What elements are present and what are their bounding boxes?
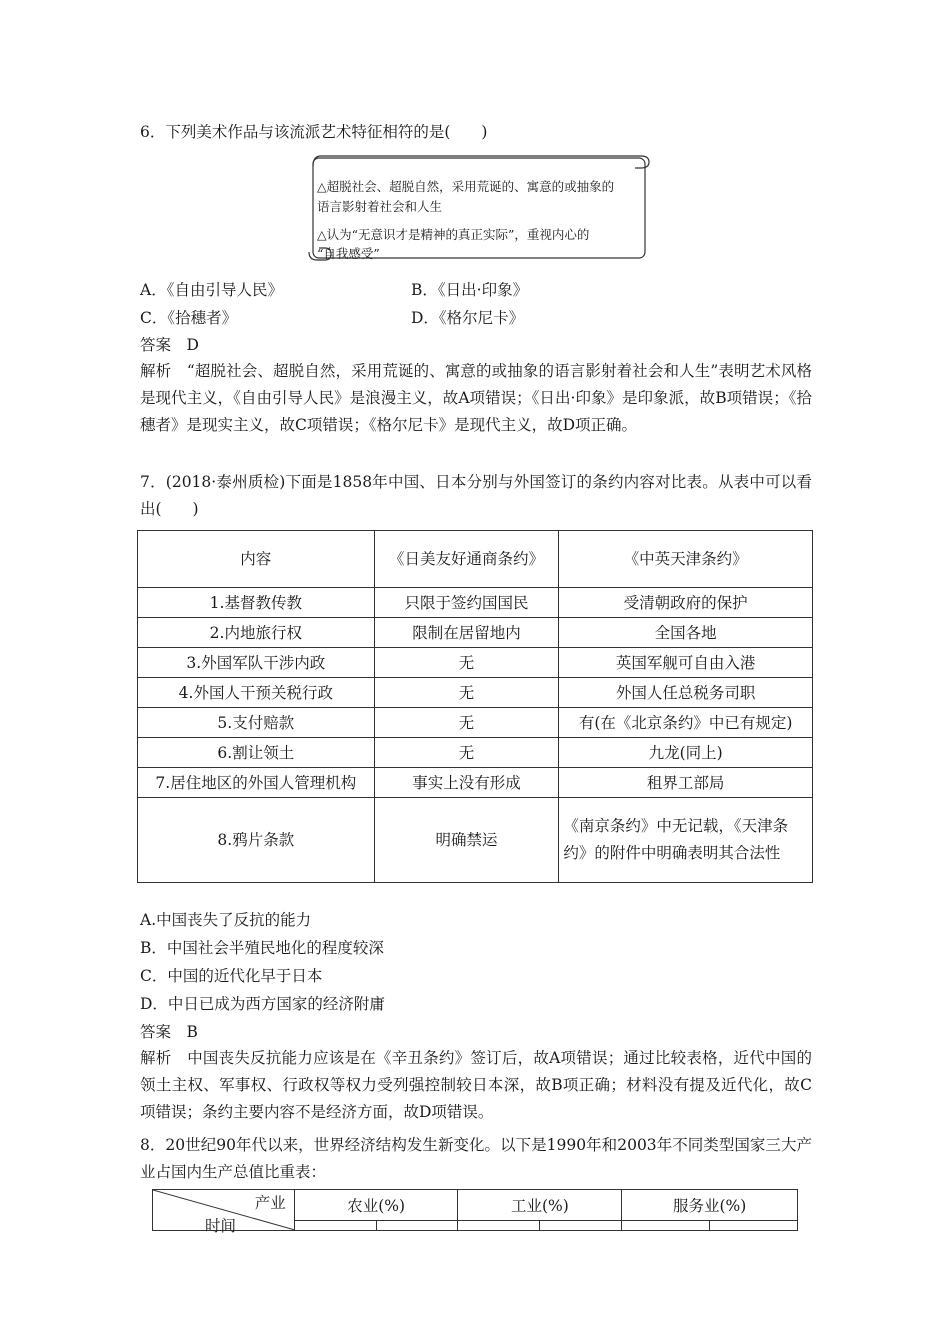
q6-box-line-1: △超脱社会、超脱自然，采用荒诞的、寓意的或抽象的 [317,179,615,194]
table-cell: 九龙(同上) [559,738,813,768]
table-cell: 7.居住地区的外国人管理机构 [138,768,375,798]
table-row [138,618,813,648]
q6-box-line-3: △认为“无意识才是精神的真正实际”，重视内心的 [317,227,590,242]
table-cell [710,1221,798,1231]
table-row [138,738,813,768]
q6-box-line-2: 语言影射着社会和人生 [317,199,443,214]
table-cell: 无 [374,738,559,768]
table-cell: 4.外国人干预关税行政 [138,678,375,708]
table-header-cell: 服务业(%) [622,1190,798,1221]
q6-option-c: C．《拾穗者》 [140,309,238,327]
table-cell: 事实上没有形成 [374,768,559,798]
table-cell: 8.鸦片条款 [138,798,375,883]
table-row [138,798,813,883]
q7-option-d: D．中日已成为西方国家的经济附庸 [140,995,385,1013]
q6-option-b: B．《日出·印象》 [411,281,529,299]
table-cell: 无 [374,678,559,708]
table-cell: 1.基督教传教 [138,588,375,618]
table-cell: 英国军舰可自由入港 [559,648,813,678]
table-cell: 无 [374,708,559,738]
table-cell [376,1221,458,1231]
table-cell: 受清朝政府的保护 [559,588,813,618]
q7-option-c: C．中国的近代化早于日本 [140,967,323,985]
table-cell: 明确禁运 [374,798,559,883]
table-row [138,648,813,678]
table-header-row [138,531,813,588]
table-cell: 2.内地旅行权 [138,618,375,648]
q8-industry-table [152,1189,798,1235]
table-header-cell: 农业(%) [294,1190,458,1221]
q6-option-a: A．《自由引导人民》 [140,281,283,299]
table-cell [622,1221,710,1231]
q7-stem: 7．(2018·泰州质检)下面是1858年中国、日本分别与外国签订的条约内容对比表。从表中可以看出( ) [140,473,812,518]
table-cell [294,1221,376,1231]
q6-answer: 答案 D [140,336,199,354]
table-row [138,768,813,798]
table-header-cell: 《日美友好通商条约》 [374,531,559,588]
table-cell: 5.支付赔款 [138,708,375,738]
table-cell: 3.外国军队干涉内政 [138,648,375,678]
table-row [138,588,813,618]
table-header-cell: 内容 [138,531,375,588]
table-cell: 有(在《北京条约》中已有规定) [559,708,813,738]
table-cell: 外国人任总税务司职 [559,678,813,708]
table-cell: 无 [374,648,559,678]
corner-label-time: 时间 [205,1217,237,1235]
table-corner-cell [153,1190,295,1235]
q7-answer: 答案 B [140,1023,198,1041]
q6-analysis: 解析 “超脱社会、超脱自然，采用荒诞的、寓意的或抽象的语言影射着社会和人生”表明艺术风格是现代主义，《自由引导人民》是浪漫主义，故A项错误；《日出·印象》是印象派，故B项错误；《拾穗者》是现实主义，故C项错误；《格尔尼卡》是现代主义，故D项正确。 [140,362,812,434]
q7-option-b: B．中国社会半殖民地化的程度较深 [140,939,384,957]
q7-option-a: A.中国丧失了反抗的能力 [140,911,312,929]
table-header-cell: 《中英天津条约》 [559,531,813,588]
table-cell: 只限于签约国国民 [374,588,559,618]
corner-label-industry: 产业 [254,1194,286,1212]
table-cell: 租界工部局 [559,768,813,798]
table-row [138,708,813,738]
table-cell [458,1221,540,1231]
table-cell: 6.割让领土 [138,738,375,768]
q6-stem: 6．下列美术作品与该流派艺术特征相符的是( ) [140,123,488,141]
table-header-cell: 工业(%) [458,1190,622,1221]
q7-analysis: 解析 中国丧失反抗能力应该是在《辛丑条约》签订后，故A项错误；通过比较表格，近代中国的领土主权、军事权、行政权等权力受列强控制较日本深，故B项正确；材料没有提及近代化，故C项错误；条约主要内容不是经济方面，故D项错误。 [140,1049,812,1121]
table-header-row [153,1190,798,1221]
q6-material-scroll [305,152,650,264]
q6-box-line-4: “自我感受” [317,246,380,261]
table-cell: 限制在居留地内 [374,618,559,648]
table-cell: 全国各地 [559,618,813,648]
q8-stem: 8．20世纪90年代以来，世界经济结构发生新变化。以下是1990年和2003年不同类型国家三大产业占国内生产总值比重表： [140,1136,812,1181]
table-cell [540,1221,622,1231]
table-cell: 《南京条约》中无记载，《天津条约》的附件中明确表明其合法性 [559,798,813,883]
q6-option-d: D．《格尔尼卡》 [411,309,525,327]
table-row [138,678,813,708]
q7-comparison-table [137,530,813,883]
